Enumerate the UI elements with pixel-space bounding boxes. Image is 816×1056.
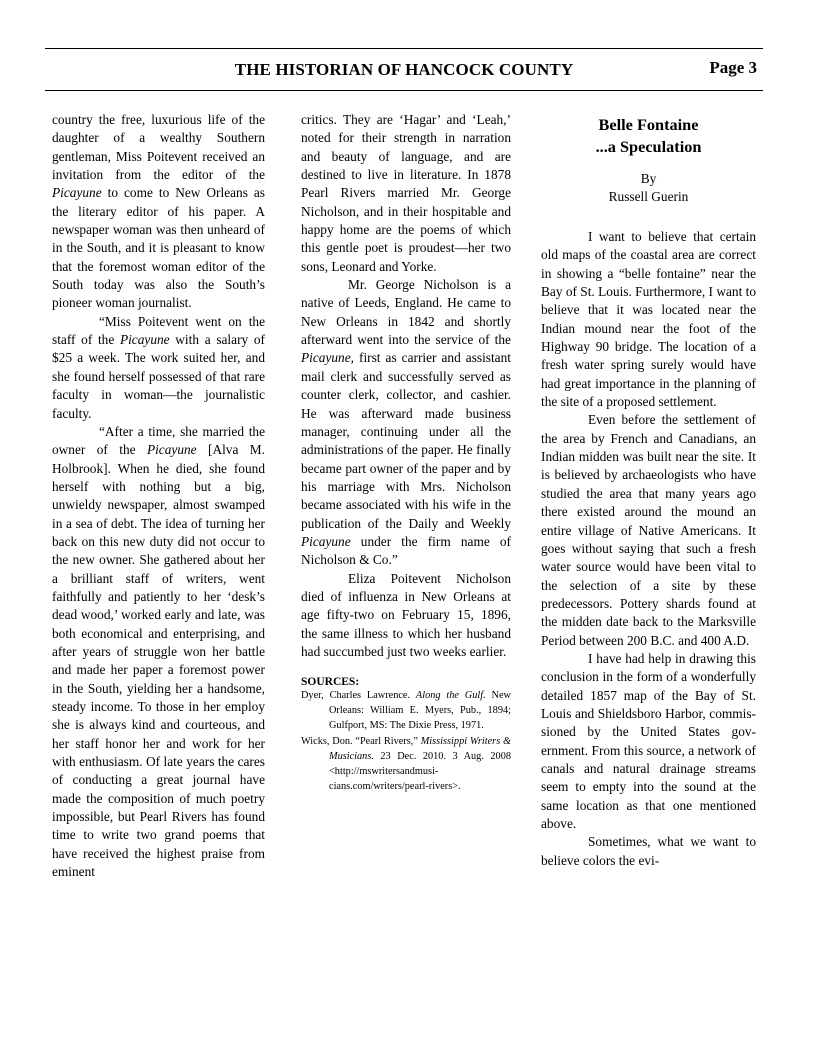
text: first as carrier and assistant mail clerk and successfully served as counter clerk, collector, and cashier. He was afterward made business manager, continuing under all the administrations of the paper. He finally became part owner of the paper and by his marriage with Mrs. Nicholson became associated with his wife in the publication of the Daily and Weekly: [301, 350, 511, 531]
text: 23 Dec. 2010. 3 Aug. 2008 <http://mswritersandmusicians.com/writers/pearl-rivers>.: [329, 751, 511, 792]
paragraph: [52, 111, 265, 313]
text: “Miss Poitevent went on the staff of the: [52, 313, 265, 348]
byline-author: Russell Guerin: [608, 189, 689, 204]
italic-text: Picayune: [301, 533, 351, 549]
italic-text: Picayune: [146, 442, 197, 458]
column-1: [52, 111, 265, 881]
byline-by: By: [640, 171, 657, 186]
masthead: [45, 56, 763, 86]
text: with a salary of $25 a week. The work suited her, and she found herself possessed of that rare faculty in woman—the journalistic faculty.: [52, 332, 265, 421]
header-bottom-rule: [45, 90, 763, 91]
paragraph: Even before the settlement of the area by French and Canadians, an Indian midden was built near the site. It is believed by archaeologists who have studied the area that many years ago there existed around the mound an entire village of Native Americans. It goes without saying that such a fresh water source would have been vital to the selection of a site by these predecessors. Pottery shards found at the midden date back to the Marksville Period between 200 B.C. and 400 A.D.: [541, 412, 756, 648]
paragraph: I want to believe that certain old maps of the coastal area are correct in showing a “belle fontaine” near the Bay of St. Louis. Furthermore, I want to believe that it was located near the Indian mound near the foot of the Highway 90 bridge. The location of a fresh water spring surely would have had great importance in the planning of the site of a proposed settlement.: [541, 229, 756, 410]
column-3: [541, 114, 756, 870]
italic-text: Picayune: [119, 332, 170, 348]
italic-text: Picayune: [52, 185, 102, 201]
text: Wicks, Don. “Pearl Rivers,”: [301, 736, 421, 748]
paragraph: I have had help in drawing this conclusion in the form of a wonderfully detailed 1857 map of the Bay of St. Louis and Shieldsboro Harbor, commissioned by the United States government. From this source, a network of canals and natural drainage streams seem to empty into the sound at the same location as that one mentioned above.: [541, 650, 756, 831]
article-subtitle: ...a Speculation: [595, 136, 702, 156]
text: Dyer, Charles Lawrence.: [301, 690, 416, 702]
paragraph: Eliza Poitevent Nicholson died of influenza in New Orleans at age fifty-two on February 15, 1896, the same illness to which her husband had succumbed just two weeks earlier.: [301, 570, 511, 659]
paragraph: Sometimes, what we want to believe colors the evi-: [541, 834, 756, 868]
source-entry: [301, 735, 511, 794]
italic-text: Mississippi Writers & Musicians.: [329, 736, 512, 763]
sources-heading: SOURCES:: [301, 676, 360, 689]
article-body: [541, 228, 756, 870]
paragraph: critics. They are ‘Hagar’ and ‘Leah,’ noted for their strength in narration and beauty of language, and are destined to live in literature. In 1878 Pearl Rivers married Mr. George Nicholson, and in their hospitable and happy home are the poems of which this gentle poet is proudest—her two sons, Leonard and Yorke.: [301, 112, 511, 274]
text: country the free, luxurious life of the daughter of a wealthy Southern gentleman, Miss Poitevent received an invitation from the editor of the: [52, 112, 265, 183]
text: Mr. George Nicholson is a native of Leeds, England. He came to New Orleans in 1842 and shortly afterward went into the service of the: [301, 277, 511, 348]
column-2: [301, 111, 511, 794]
paragraph: [52, 313, 265, 423]
text: [Alva M. Holbrook]. When he died, she found herself with nothing but a big, unwieldy newspaper, almost swamped in a sea of debt. The idea of turning her back on this new duty did not occur to the new owner. She gathered about her a brilliant staff of writers, went faithfully and patiently to her ‘desk’s dead wood,’ worked early and late, was both economical and enterprising, and after years of struggle won her battle and made her paper a foremost power in the South, yielding her a handsome, steady income. To those in her employ she is always kind and courteous, and her staff honor her and work for her with enthusiasm. Of late years the cares of conducting a great journal have made the composition of much poetry impossible, but Pearl Rivers has found time to write two grand poems that have received the highest praise from eminent: [52, 442, 265, 880]
text: under the firm name of Nicholson & Co.”: [301, 533, 511, 568]
paragraph: [52, 423, 265, 882]
page-number: Page 3: [709, 58, 757, 77]
text: New Orleans: William E. Myers, Pub., 1894; Gulfport, MS: The Dixie Press, 1971.: [329, 690, 511, 731]
italic-text: Picayune,: [301, 350, 354, 366]
publication-title: THE HISTORIAN OF HANCOCK COUNTY: [234, 60, 574, 79]
paragraph: [301, 276, 511, 570]
text: to come to New Orleans as the literary editor of his paper. A newspaper woman was then unheard of in the South, and it is pleasant to know that the foremost woman editor of the South today was also the South’s pioneer woman journalist.: [52, 185, 265, 311]
italic-text: Along the Gulf.: [415, 690, 486, 702]
text: “After a time, she married the owner of the: [52, 423, 265, 458]
byline: [541, 170, 756, 206]
header-top-rule: [45, 48, 763, 49]
source-entry: [301, 689, 511, 733]
article-title: Belle Fontaine: [598, 115, 699, 134]
